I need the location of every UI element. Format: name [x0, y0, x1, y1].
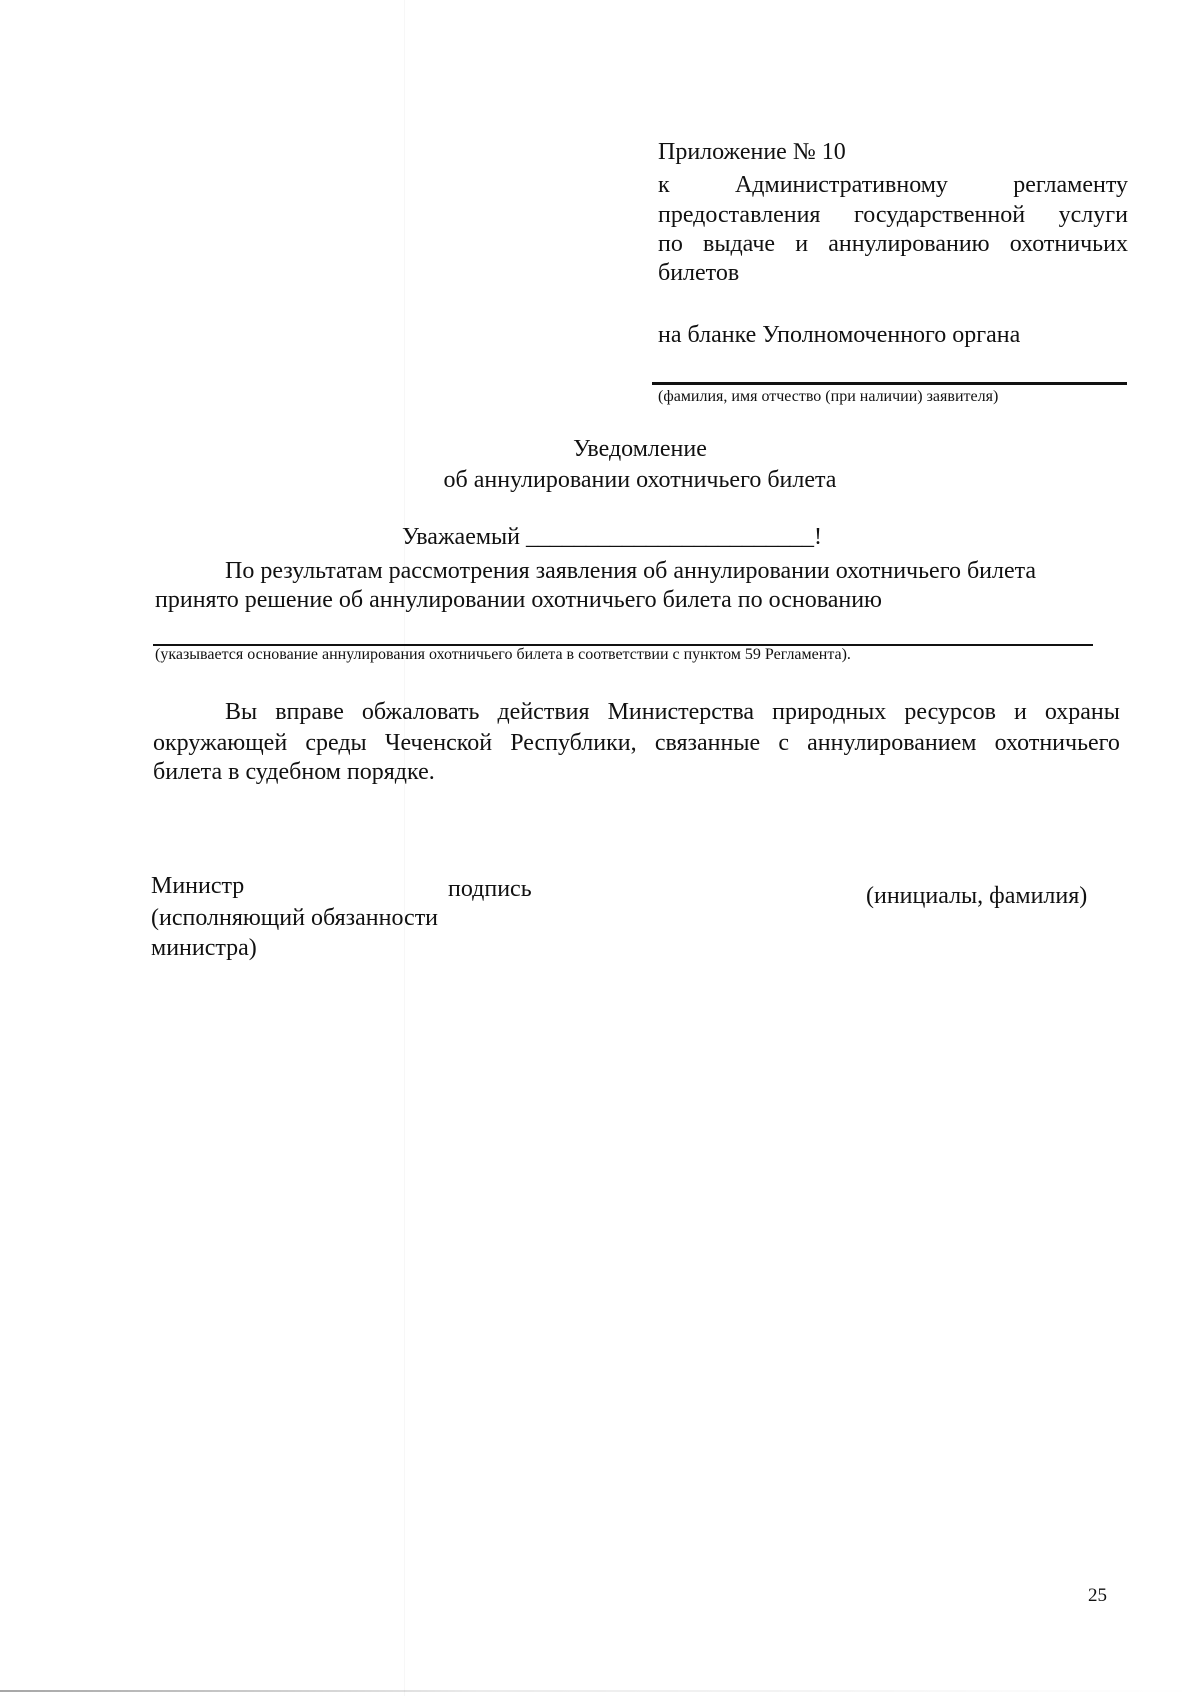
page-number: 25: [1088, 1585, 1107, 1606]
paragraph-1-line-2: принято решение об аннулировании охотничьего билета по основанию: [155, 587, 882, 613]
paragraph-word: Республики,: [510, 730, 637, 756]
paragraph-word: природных: [772, 699, 887, 725]
appendix-word: государственной: [854, 202, 1026, 228]
paragraph-word: Министерства: [607, 699, 755, 725]
paragraph-2-line-2: [153, 728, 1120, 758]
appendix-word: и: [795, 231, 809, 257]
paragraph-word: охраны: [1044, 699, 1120, 725]
paragraph-word: действия: [497, 699, 590, 725]
paragraph-word: и: [1013, 699, 1027, 725]
notice-subtitle: об аннулировании охотничьего билета: [443, 467, 837, 493]
recipient-caption: (фамилия, имя отчество (при наличии) заявителя): [658, 388, 999, 405]
appendix-word: к: [658, 172, 670, 198]
letterhead-note: на бланке Уполномоченного органа: [658, 322, 1021, 348]
signatory-position-note: (исполняющий обязанности: [151, 905, 439, 931]
appendix-word: предоставления: [658, 202, 821, 228]
paragraph-word: среды: [305, 730, 367, 756]
paragraph-word: охотничьего: [994, 730, 1120, 756]
paragraph-word: вправе: [275, 699, 344, 725]
name-label: (инициалы, фамилия): [866, 883, 1088, 909]
signatory-position-note-end: министра): [151, 935, 257, 961]
appendix-word: по: [658, 231, 683, 257]
appendix-word: аннулированию: [828, 231, 990, 257]
signature-label: подпись: [448, 876, 532, 902]
paragraph-1-line-1: По результатам рассмотрения заявления об аннулировании охотничьего билета: [225, 558, 1037, 584]
paragraph-2-line-3: билета в судебном порядке.: [153, 759, 435, 785]
appendix-line-4: [658, 229, 1128, 259]
signatory-position: Министр: [151, 873, 245, 899]
paragraph-word: обжаловать: [361, 699, 480, 725]
appendix-word: выдаче: [702, 231, 776, 257]
appendix-line-2: [658, 170, 1128, 200]
paragraph-word: связанные: [654, 730, 761, 756]
paragraph-word: с: [778, 730, 789, 756]
appendix-word: Административному: [734, 172, 948, 198]
greeting-blank: ________________________: [526, 524, 814, 550]
notice-title: Уведомление: [573, 436, 707, 462]
paragraph-word: Чеченской: [384, 730, 493, 756]
paragraph-word: Вы: [225, 699, 258, 725]
appendix-line-3: [658, 200, 1128, 230]
basis-caption: (указывается основание аннулирования охотничьего билета в соответствии с пунктом 59 Регламента).: [155, 646, 851, 663]
greeting: [402, 522, 822, 552]
appendix-title: Приложение № 10: [658, 139, 846, 165]
recipient-line: [652, 382, 1127, 385]
appendix-word: охотничьих: [1009, 231, 1128, 257]
scan-seam: [404, 0, 405, 1696]
scan-bottom-edge: [0, 1690, 1200, 1692]
appendix-word: регламенту: [1013, 172, 1128, 198]
paragraph-word: аннулированием: [807, 730, 977, 756]
appendix-word: услуги: [1058, 202, 1128, 228]
appendix-line-5: билетов: [658, 260, 740, 286]
greeting-suffix: !: [814, 524, 822, 550]
paragraph-2-line-1: [225, 697, 1120, 727]
paragraph-word: ресурсов: [904, 699, 996, 725]
greeting-prefix: Уважаемый: [402, 524, 520, 550]
paragraph-word: окружающей: [153, 730, 288, 756]
